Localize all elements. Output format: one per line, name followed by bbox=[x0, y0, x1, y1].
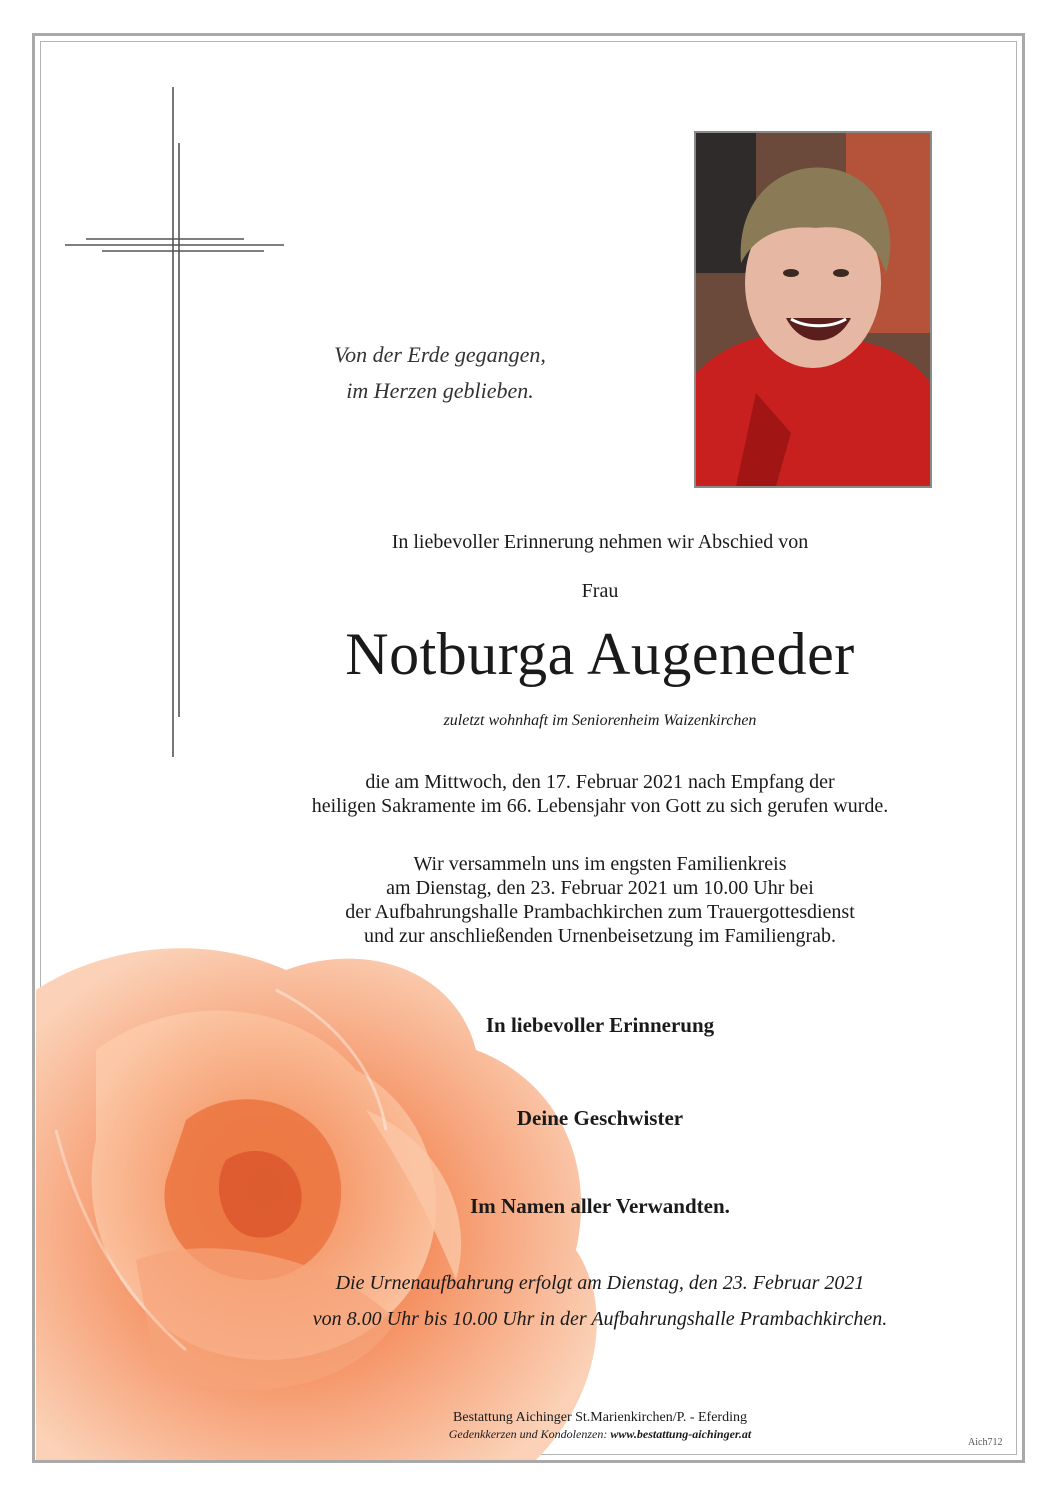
service-line-4: und zur anschließenden Urnenbeisetzung im Familiengrab. bbox=[363, 925, 837, 947]
viewing-line-1: Die Urnenaufbahrung erfolgt am Dienstag, den 23. Februar 2021 bbox=[335, 1272, 865, 1294]
siblings-heading: Deine Geschwister bbox=[516, 1106, 684, 1130]
footer-condolence-label: Gedenkkerzen und Kondolenzen: bbox=[448, 1427, 608, 1441]
service-line-1: Wir versammeln uns im engsten Familienkreis bbox=[413, 853, 787, 875]
death-notice-line-2: heiligen Sakramente im 66. Lebensjahr von Gott zu sich gerufen wurde. bbox=[311, 795, 889, 817]
deceased-name: Notburga Augeneder bbox=[345, 621, 855, 687]
cross-icon bbox=[60, 85, 290, 765]
footer-company: Bestattung Aichinger St.Marienkirchen/P. - Eferding bbox=[453, 1410, 747, 1425]
quote-line-2: im Herzen geblieben. bbox=[346, 378, 534, 403]
intro-text: In liebevoller Erinnerung nehmen wir Abschied von bbox=[391, 531, 809, 553]
footer-website-link[interactable]: www.bestattung-aichinger.at bbox=[610, 1427, 752, 1441]
footer-condolence bbox=[300, 1427, 900, 1442]
document-code: Aich712 bbox=[968, 1437, 1003, 1448]
death-notice-line-1: die am Mittwoch, den 17. Februar 2021 nach Empfang der bbox=[365, 771, 835, 793]
service-line-2: am Dienstag, den 23. Februar 2021 um 10.00 Uhr bei bbox=[386, 877, 814, 899]
memory-heading: In liebevoller Erinnerung bbox=[485, 1013, 715, 1037]
residence-text: zuletzt wohnhaft im Seniorenheim Waizenkirchen bbox=[443, 712, 757, 729]
relatives-heading: Im Namen aller Verwandten. bbox=[470, 1194, 730, 1218]
portrait-photo bbox=[694, 131, 932, 488]
salutation: Frau bbox=[581, 580, 619, 602]
service-line-3: der Aufbahrungshalle Prambachkirchen zum Trauergottesdienst bbox=[345, 901, 855, 923]
quote-line-1: Von der Erde gegangen, bbox=[334, 342, 546, 367]
viewing-line-2: von 8.00 Uhr bis 10.00 Uhr in der Aufbahrungshalle Prambachkirchen. bbox=[312, 1308, 888, 1330]
